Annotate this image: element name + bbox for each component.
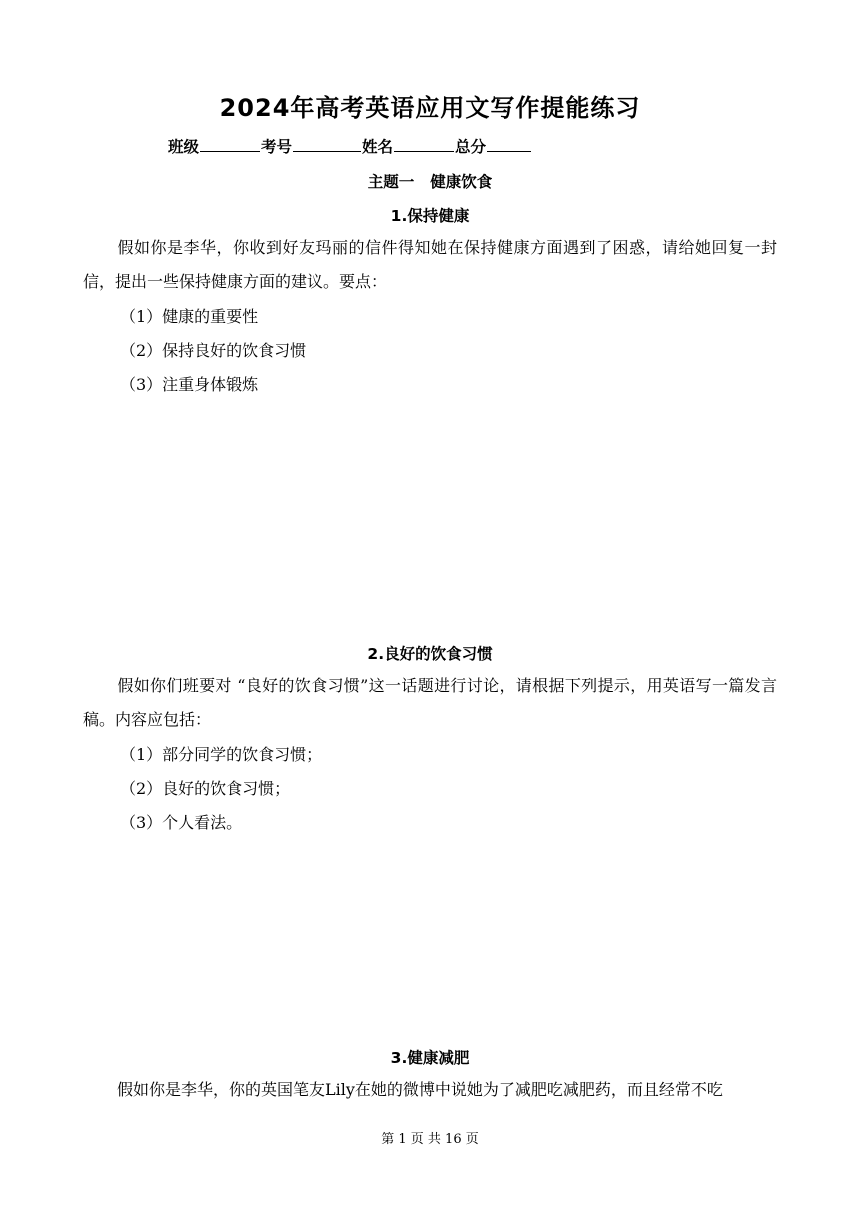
section-title: 2.良好的饮食习惯 — [367, 645, 493, 663]
exam-no-label: 考号 — [261, 138, 293, 156]
section-paragraph: 假如你是李华，你收到好友玛丽的信件得知她在保持健康方面遇到了困惑，请给她回复一封信，提出一些保持健康方面的建议。要点： — [83, 238, 777, 291]
list-item: （3）注重身体锻炼 — [120, 375, 259, 394]
list-item: （3）个人看法。 — [120, 813, 243, 832]
class-blank[interactable] — [200, 137, 260, 152]
section-title: 1.保持健康 — [390, 207, 470, 225]
score-blank[interactable] — [487, 137, 531, 152]
student-info-line — [168, 135, 532, 157]
name-blank[interactable] — [394, 137, 454, 152]
section-paragraph: 假如你是李华，你的英国笔友Lily在她的微博中说她为了减肥吃减肥药，而且经常不吃 — [117, 1080, 723, 1099]
list-item: （1）健康的重要性 — [120, 307, 259, 326]
exam-no-blank[interactable] — [293, 137, 361, 152]
theme-heading — [0, 170, 860, 192]
class-label: 班级 — [168, 138, 200, 156]
list-item: （2）保持良好的饮食习惯 — [120, 341, 307, 360]
document-title: 2024年高考英语应用文写作提能练习 — [219, 94, 641, 122]
name-label: 姓名 — [362, 138, 394, 156]
section-title: 3.健康减肥 — [390, 1049, 470, 1067]
theme-label: 主题一 — [367, 173, 415, 191]
page-footer: 第 1 页 共 16 页 — [381, 1132, 479, 1147]
section-paragraph: 假如你们班要对 “良好的饮食习惯”这一话题进行讨论，请根据下列提示，用英语写一篇发言稿。内容应包括： — [83, 676, 777, 729]
score-label: 总分 — [455, 138, 487, 156]
list-item: （2）良好的饮食习惯； — [120, 779, 291, 798]
theme-name: 健康饮食 — [430, 173, 493, 191]
list-item: （1）部分同学的饮食习惯； — [120, 745, 323, 764]
